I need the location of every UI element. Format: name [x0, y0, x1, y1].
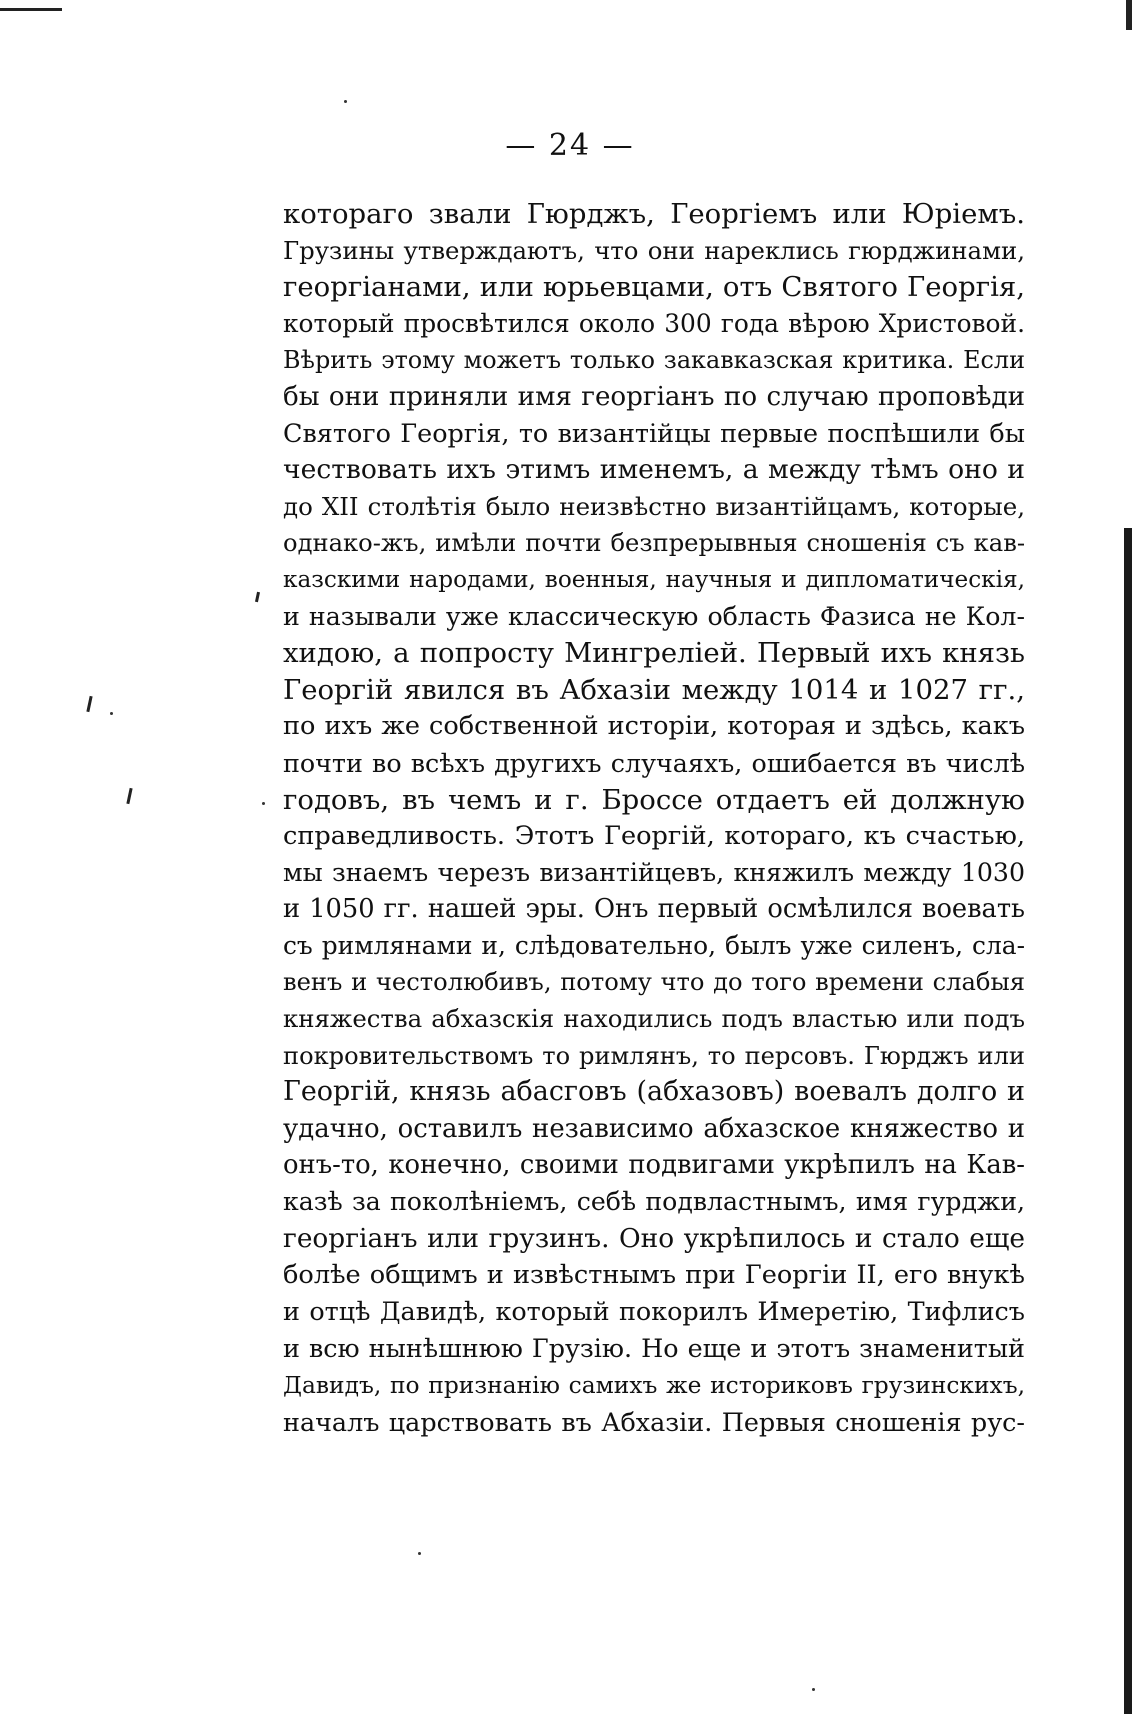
scan-mark	[86, 696, 92, 712]
text-line: Вѣрить этому можетъ только закавказская критика. Если	[283, 346, 1025, 375]
text-line: и отцѣ Давидѣ, который покорилъ Имеретію, Тифлисъ	[283, 1296, 1025, 1327]
body-text	[283, 196, 1025, 1440]
text-line: чествовать ихъ этимъ именемъ, а между тѣмъ оно и	[283, 454, 1025, 486]
scan-speck	[812, 1688, 815, 1691]
page-gutter-shadow	[1124, 528, 1132, 1714]
text-line: бы они приняли имя георгіанъ по случаю проповѣди	[283, 381, 1025, 412]
text-line: по ихъ же собственной исторіи, которая и здѣсь, какъ	[283, 711, 1025, 742]
scan-speck	[262, 802, 265, 805]
text-line: и 1050 гг. нашей эры. Онъ первый осмѣлился воевать	[283, 894, 1025, 925]
text-line: онъ-то, конечно, своими подвигами укрѣпилъ на Кав-	[283, 1150, 1025, 1181]
text-line: справедливость. Этотъ Георгій, котораго, къ счастью,	[283, 821, 1025, 852]
scan-speck	[110, 712, 113, 715]
text-line: удачно, оставилъ независимо абхазское княжество и	[283, 1113, 1025, 1144]
text-line: котораго звали Гюрджъ, Георгіемъ или Юріемъ.	[283, 198, 1025, 230]
text-line: годовъ, въ чемъ и г. Броссе отдаетъ ей должную	[283, 783, 1025, 816]
text-line: и называли уже классическую область Фазиса не Кол-	[283, 601, 1025, 631]
scan-mark	[255, 592, 260, 602]
text-line: Георгій явился въ Абхазіи между 1014 и 1027 гг.,	[283, 673, 1025, 706]
text-line: болѣе общимъ и извѣстнымъ при Георгіи II, его внукѣ	[283, 1260, 1025, 1291]
scan-speck	[418, 1552, 421, 1555]
text-line: который просвѣтился около 300 года вѣрою Христовой.	[283, 308, 1025, 338]
scan-speck	[344, 100, 347, 103]
text-line: казѣ за поколѣніемъ, себѣ подвластнымъ, имя гурджи,	[283, 1187, 1025, 1217]
text-line: казскими народами, военныя, научныя и дипломатическія,	[283, 566, 1025, 593]
text-line: хидою, а попросту Мингреліей. Первый ихъ князь	[283, 637, 1025, 670]
text-line: мы знаемъ черезъ византійцевъ, княжилъ между 1030	[283, 857, 1025, 887]
text-line: однако-жъ, имѣли почти безпрерывныя сношенія съ кав-	[283, 529, 1025, 558]
text-line: венъ и честолюбивъ, потому что до того времени слабыя	[283, 968, 1025, 997]
scan-edge-mark	[0, 8, 62, 11]
text-line: георгіанъ или грузинъ. Оно укрѣпилось и стало еще	[283, 1223, 1025, 1254]
text-line: Святого Георгія, то византійцы первые поспѣшили бы	[283, 418, 1025, 449]
text-line: княжества абхазскія находились подъ властью или подъ	[283, 1004, 1025, 1034]
text-line: началъ царствовать въ Абхазіи. Первыя сношенія рус-	[283, 1406, 1025, 1437]
text-line: покровительствомъ то римлянъ, то персовъ. Гюрджъ или	[283, 1041, 1025, 1070]
text-line: почти во всѣхъ другихъ случаяхъ, ошибается въ числѣ	[283, 747, 1025, 778]
scan-mark	[126, 788, 132, 804]
text-line: съ римлянами и, слѣдовательно, былъ уже силенъ, сла-	[283, 930, 1025, 960]
text-line: и всю нынѣшнюю Грузію. Но еще и этотъ знаменитый	[283, 1333, 1025, 1364]
text-line: Грузины утверждаютъ, что они нареклись гюрджинами,	[283, 235, 1025, 265]
page-number: — 24 —	[505, 128, 635, 163]
scan-edge-mark	[1126, 0, 1132, 30]
text-line: Георгій, князь абасговъ (абхазовъ) воевалъ долго и	[283, 1076, 1025, 1108]
text-line: георгіанами, или юрьевцами, отъ Святого Георгія,	[283, 271, 1025, 304]
text-line: до XII столѣтія было неизвѣстно византійцамъ, которые,	[283, 491, 1025, 521]
text-line: Давидъ, по признанію самихъ же историковъ грузинскихъ,	[283, 1371, 1025, 1399]
